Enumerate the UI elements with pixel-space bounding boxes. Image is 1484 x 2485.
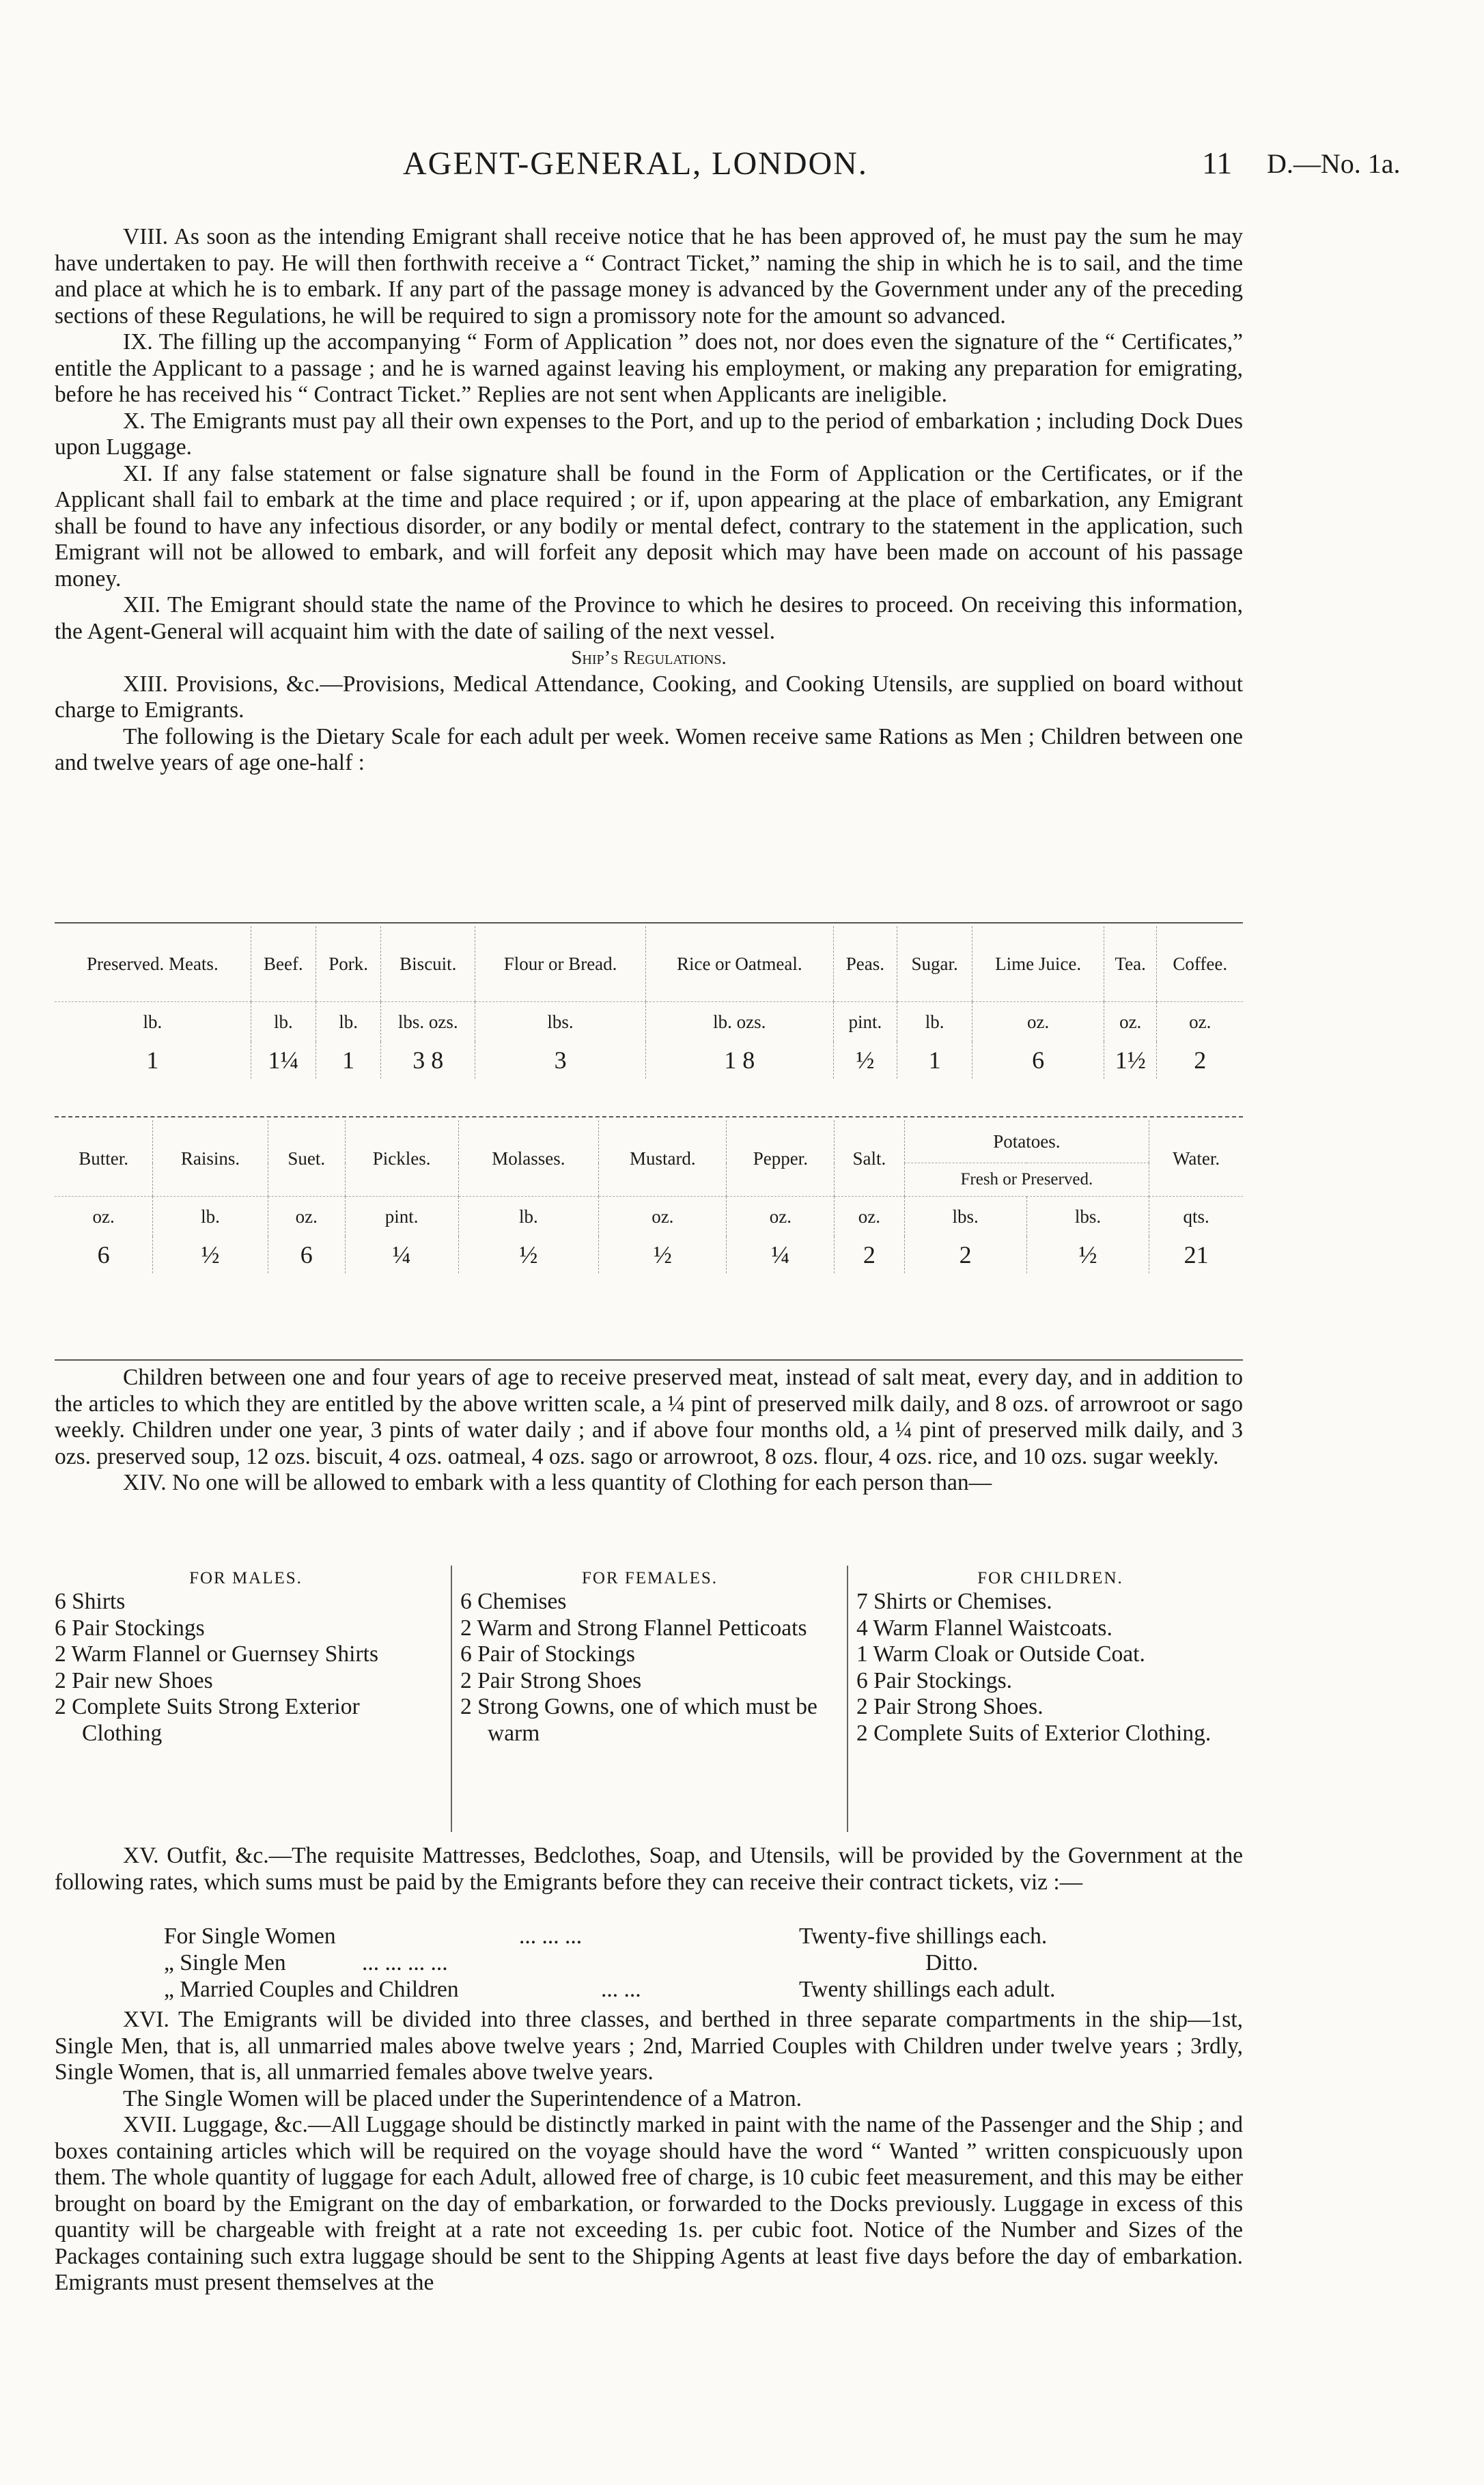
potatoes-subheader: Fresh or Preserved. [904, 1163, 1149, 1197]
paragraph-xiv: XIV. No one will be allowed to embark with a less quantity of Clothing for each person than— [123, 1470, 992, 1495]
table1-header: Preserved. Meats. [55, 926, 251, 1002]
table2-unit: oz. [92, 1206, 115, 1227]
table1-unit: lb. [251, 1002, 316, 1042]
table2-value: 2 [835, 1236, 904, 1273]
clothing-item: 6 Pair Stockings [55, 1615, 205, 1641]
table-bottom-rule [55, 1359, 1243, 1361]
clothing-item: 2 Complete Suits of Exterior Clothing. [856, 1720, 1212, 1746]
clothing-item: 2 Strong Gowns, one of which must be warm [460, 1694, 817, 1746]
rate-label: „ Married Couples and Children [164, 1977, 459, 2002]
regulations-lower [55, 2007, 1243, 2296]
table2-header: Molasses. [458, 1120, 599, 1197]
table2-unit: lb. [458, 1197, 599, 1237]
table2-header: Raisins. [153, 1120, 268, 1197]
table1-unit: lb. ozs. [645, 1002, 833, 1042]
clothing-item: 7 Shirts or Chemises. [856, 1589, 1052, 1614]
rate-label: For Single Women [164, 1924, 336, 1949]
table1-unit: lbs. [475, 1002, 645, 1042]
children-rations [55, 1365, 1243, 1497]
table2-units-row [55, 1197, 1243, 1237]
outfit-rates [55, 1924, 1243, 2003]
table1-values-row [55, 1042, 1243, 1079]
table-top-rule [55, 922, 1243, 924]
table1-header: Flour or Bread. [475, 926, 645, 1002]
dietary-table-2 [55, 1120, 1243, 1273]
clothing-females [451, 1566, 839, 1832]
outfit-rate-row [55, 1950, 1243, 1977]
table2-value: 6 [97, 1241, 110, 1268]
children-heading: FOR CHILDREN. [977, 1569, 1123, 1587]
table1-value: 2 [1157, 1042, 1243, 1079]
running-title: AGENT-GENERAL, LONDON. [403, 145, 868, 182]
clothing-item: 2 Pair Strong Shoes. [856, 1694, 1044, 1719]
table1-header: Coffee. [1157, 926, 1243, 1002]
table2-value: ½ [599, 1236, 727, 1273]
table1-value: 1 [316, 1042, 380, 1079]
rate-label: „ Single Men [164, 1950, 286, 1975]
table1-unit: pint. [833, 1002, 897, 1042]
table2-unit: lbs. [1026, 1197, 1149, 1237]
table2-header: Pickles. [345, 1120, 458, 1197]
clothing-item: 6 Shirts [55, 1589, 126, 1614]
table1-value: 1 8 [645, 1042, 833, 1079]
table2-header: Mustard. [599, 1120, 727, 1197]
potatoes-header: Potatoes. [904, 1120, 1149, 1163]
table1-unit: lb. [316, 1002, 380, 1042]
table1-header: Rice or Oatmeal. [645, 926, 833, 1002]
dietary-intro: The following is the Dietary Scale for each adult per week. Women receive same Rations as Men ; Children between one and twelve years of age one-half : [55, 723, 1243, 775]
table2-header: Salt. [835, 1120, 904, 1197]
table1-unit: lbs. ozs. [381, 1002, 475, 1042]
table-divider-rule [55, 1116, 1243, 1117]
clothing-item: 6 Chemises [460, 1589, 567, 1614]
table2-unit: oz. [727, 1197, 835, 1237]
clothing-males [55, 1566, 437, 1747]
table1-unit: lb. [143, 1011, 163, 1032]
clothing-item: 2 Warm and Strong Flannel Petticoats [460, 1615, 807, 1641]
rate-value: Twenty-five shillings each. [799, 1924, 1048, 1949]
table1-header: Tea. [1104, 926, 1157, 1002]
table2-value: 2 [904, 1236, 1026, 1273]
table1-header: Beef. [251, 926, 316, 1002]
table2-value: 6 [268, 1236, 345, 1273]
clothing-item: 2 Warm Flannel or Guernsey Shirts [55, 1641, 378, 1667]
table2-value: ¼ [727, 1236, 835, 1273]
table1-unit: oz. [1157, 1002, 1243, 1042]
females-heading: FOR FEMALES. [581, 1569, 718, 1587]
dietary-table-1 [55, 926, 1243, 1079]
table1-header: Sugar. [897, 926, 972, 1002]
table1-header: Pork. [316, 926, 380, 1002]
document-reference: D.—No. 1a. [1267, 148, 1401, 179]
table2-header: Pepper. [727, 1120, 835, 1197]
table2-value: ½ [153, 1236, 268, 1273]
table2-values-row [55, 1236, 1243, 1273]
water-header: Water. [1149, 1120, 1243, 1197]
matron-paragraph: The Single Women will be placed under the Superintendence of a Matron. [123, 2085, 802, 2111]
table1-header-row [55, 926, 1243, 1002]
rate-leaders: ... ... [601, 1977, 641, 2002]
table1-value: 1 [897, 1042, 972, 1079]
clothing-item: 6 Pair of Stockings [460, 1641, 635, 1667]
clothing-item: 2 Pair new Shoes [55, 1667, 213, 1693]
table1-value: ½ [833, 1042, 897, 1079]
rate-value: Ditto. [925, 1950, 979, 1975]
outfit-rate-row [55, 1924, 1243, 1950]
table1-unit: lb. [897, 1002, 972, 1042]
table1-unit: oz. [972, 1002, 1104, 1042]
outfit-rate-row [55, 1977, 1243, 2003]
clothing-item: 4 Warm Flannel Waistcoats. [856, 1615, 1112, 1641]
page-header [0, 145, 1484, 193]
paragraph-viii: VIII. As soon as the intending Emigrant shall receive notice that he has been approved of, he must pay the sum he may have undertaken to pay. He will then forthwith receive a “ Contract Ticket,” naming the ship in which he is to sail, and the time and place at which he is to embark. If any part of the passage money is advanced by the Government under any of the preceding sections of these Regulations, he will be required to sign a promissory note for the amount so advanced. [55, 224, 1243, 329]
clothing-item: 6 Pair Stockings. [856, 1667, 1012, 1693]
table1-value: 3 [475, 1042, 645, 1079]
paragraph-x: X. The Emigrants must pay all their own expenses to the Port, and up to the period of embarkation ; including Dock Dues upon Luggage. [55, 408, 1243, 460]
table2-unit: lbs. [904, 1197, 1026, 1237]
table2-unit: qts. [1149, 1197, 1243, 1237]
paragraph-xvii: XVII. Luggage, &c.—All Luggage should be distinctly marked in paint with the name of the Passenger and the Ship ; and boxes containing articles which will be required on the voyage should have the word “ Wanted ” written conspicuously upon them. The whole quantity of luggage for each Adult, allowed free of charge, is 10 cubic feet measurement, and this may be either brought on board by the Emigrant on the day of embarkation, or forwarded to the Docks previously. Luggage in excess of this quantity will be chargeable with freight at a rate not exceeding 1s. per cubic foot. Notice of the Number and Sizes of the Packages containing such extra luggage should be sent to the Shipping Agents at least five days before the day of embarkation. Emigrants must present themselves at the [55, 2112, 1243, 2295]
table2-header: Suet. [268, 1120, 345, 1197]
table2-header-row [55, 1120, 1243, 1163]
table1-value: 1¼ [251, 1042, 316, 1079]
paragraph-xii: XII. The Emigrant should state the name of the Province to which he desires to proceed. On receiving this information, the Agent-General will acquaint him with the date of sailing of the next vessel. [55, 592, 1243, 644]
page-number: 11 [1202, 145, 1233, 180]
table1-header: Biscuit. [381, 926, 475, 1002]
paragraph-xiii: XIII. Provisions, &c.—Provisions, Medical Attendance, Cooking, and Cooking Utensils, are supplied on board without charge to Emigrants. [55, 671, 1243, 723]
paragraph-xv: XV. Outfit, &c.—The requisite Mattresses, Bedclothes, Soap, and Utensils, will be provided by the Government at the following rates, which sums must be paid by the Emigrants before they can receive their contract tickets, viz :— [55, 1843, 1243, 1895]
table1-value: 1 [146, 1046, 159, 1074]
ships-regulations-heading: Ship’s Regulations. [571, 647, 727, 669]
children-paragraph: Children between one and four years of age to receive preserved meat, instead of salt meat, every day, and in addition to the articles to which they are entitled by the above written scale, a ¼ pint of preserved milk daily, and 8 ozs. of arrowroot or sago weekly. Children under one year, 3 pints of water daily ; and if above four months old, a ¼ pint of preserved milk daily, and 3 ozs. preserved soup, 12 ozs. biscuit, 4 ozs. oatmeal, 4 ozs. sago or arrowroot, 8 ozs. flour, 4 ozs. rice, and 10 ozs. sugar weekly. [55, 1365, 1243, 1469]
rate-value: Twenty shillings each adult. [799, 1977, 1056, 2002]
table2-unit: oz. [835, 1197, 904, 1237]
table2-unit: oz. [599, 1197, 727, 1237]
paragraph-xvi: XVI. The Emigrants will be divided into three classes, and berthed in three separate compartments in the ship—1st, Single Men, that is, all unmarried males above twelve years ; 2nd, Married Couples with Children under twelve years ; 3rdly, Single Women, that is, all unmarried females above twelve years. [55, 2007, 1243, 2085]
clothing-item: 1 Warm Cloak or Outside Coat. [856, 1641, 1145, 1667]
outfit-section [55, 1843, 1243, 1896]
rate-leaders: ... ... ... [519, 1924, 583, 1949]
paragraph-xi: XI. If any false statement or false signature shall be found in the Form of Application or the Certificates, or if the Applicant shall fail to embark at the time and place required ; or if, upon appearing at the place of embarkation, any Emigrant shall be found to have any infectious disorder, or any bodily or mental defect, contrary to the statement in the application, such Emigrant will not be allowed to embark, and will forfeit any deposit which may have been made on account of his passage money. [55, 460, 1243, 592]
table2-value: 21 [1149, 1236, 1243, 1273]
clothing-item: 2 Complete Suits Strong Exterior Clothing [55, 1694, 360, 1746]
table1-units-row [55, 1002, 1243, 1042]
males-heading: FOR MALES. [189, 1569, 303, 1587]
table1-unit: oz. [1104, 1002, 1157, 1042]
table1-value: 3 8 [381, 1042, 475, 1079]
table2-unit: pint. [345, 1197, 458, 1237]
table1-value: 6 [972, 1042, 1104, 1079]
rate-leaders: ... ... ... ... [362, 1950, 448, 1975]
table2-unit: oz. [268, 1197, 345, 1237]
paragraph-ix: IX. The filling up the accompanying “ Form of Application ” does not, nor does even the signature of the “ Certificates,” entitle the Applicant to a passage ; and he is warned against leaving his employment, or making any preparation for emigrating, before he has received his “ Contract Ticket.” Replies are not sent when Applicants are ineligible. [55, 329, 1243, 407]
table2-value: ¼ [345, 1236, 458, 1273]
table1-header: Peas. [833, 926, 897, 1002]
table2-header: Butter. [55, 1120, 153, 1197]
regulations-upper [55, 224, 1243, 777]
table2-value: ½ [1026, 1236, 1149, 1273]
table2-unit: lb. [153, 1197, 268, 1237]
clothing-item: 2 Pair Strong Shoes [460, 1667, 642, 1693]
table2-value: ½ [458, 1236, 599, 1273]
clothing-children [847, 1566, 1244, 1832]
table1-header: Lime Juice. [972, 926, 1104, 1002]
table1-value: 1½ [1104, 1042, 1157, 1079]
